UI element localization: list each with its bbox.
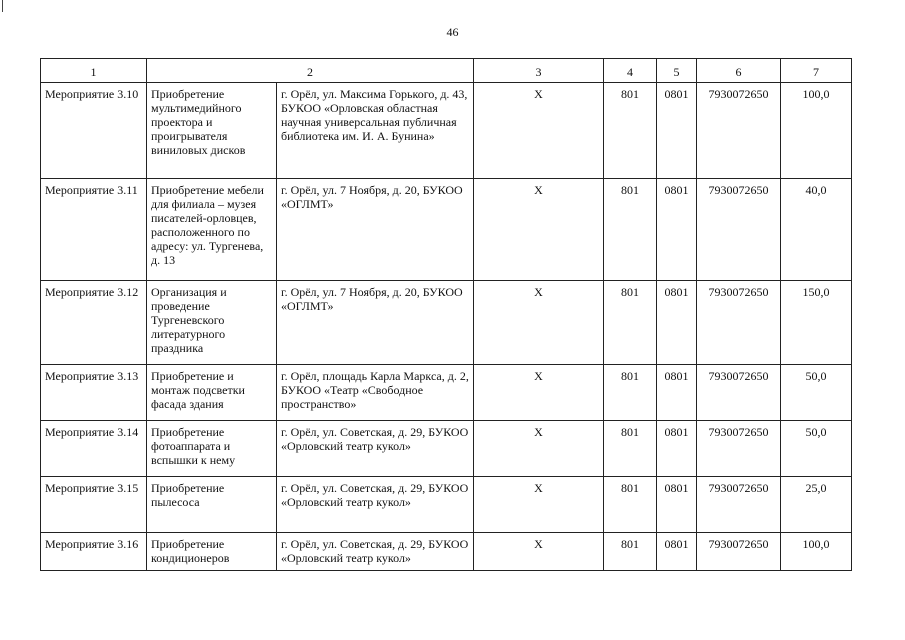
column-3-cell: X [474, 477, 604, 533]
table-row [41, 421, 852, 477]
event-name-cell: Мероприятие 3.13 [41, 365, 147, 421]
column-5-cell: 0801 [657, 179, 697, 281]
amount-cell: 50,0 [781, 365, 852, 421]
header-cell-2: 2 [147, 59, 474, 83]
column-6-cell: 7930072650 [697, 533, 781, 571]
header-cell-7: 7 [781, 59, 852, 83]
description-cell: Приобретение мультимедийного проектора и проигрывателя виниловых дисков [147, 83, 277, 179]
description-cell: Приобретение мебели для филиала – музея писателей-орловцев, расположенного по адресу: ул. Тургенева, д. 13 [147, 179, 277, 281]
table-row [41, 281, 852, 365]
column-3-cell: X [474, 179, 604, 281]
table-header-row [41, 59, 852, 83]
event-name-cell: Мероприятие 3.14 [41, 421, 147, 477]
description-cell: Приобретение фотоаппарата и вспышки к нему [147, 421, 277, 477]
header-cell-4: 4 [604, 59, 657, 83]
header-cell-5: 5 [657, 59, 697, 83]
address-cell: г. Орёл, ул. Советская, д. 29, БУКОО «Орловский театр кукол» [277, 533, 474, 571]
table-row [41, 477, 852, 533]
amount-cell: 25,0 [781, 477, 852, 533]
column-4-cell: 801 [604, 83, 657, 179]
column-3-cell: X [474, 533, 604, 571]
event-name-cell: Мероприятие 3.15 [41, 477, 147, 533]
header-cell-6: 6 [697, 59, 781, 83]
event-name-cell: Мероприятие 3.11 [41, 179, 147, 281]
page-number: 46 [446, 25, 459, 39]
event-name-cell: Мероприятие 3.12 [41, 281, 147, 365]
column-3-cell: X [474, 365, 604, 421]
column-3-cell: X [474, 83, 604, 179]
table-row [41, 83, 852, 179]
header-cell-3: 3 [474, 59, 604, 83]
description-cell: Организация и проведение Тургеневского литературного праздника [147, 281, 277, 365]
column-6-cell: 7930072650 [697, 179, 781, 281]
column-5-cell: 0801 [657, 365, 697, 421]
table-row [41, 179, 852, 281]
table-row [41, 533, 852, 571]
column-4-cell: 801 [604, 533, 657, 571]
page-edge-mark [2, 0, 3, 12]
address-cell: г. Орёл, ул. Советская, д. 29, БУКОО «Орловский театр кукол» [277, 477, 474, 533]
column-5-cell: 0801 [657, 421, 697, 477]
address-cell: г. Орёл, ул. 7 Ноября, д. 20, БУКОО «ОГЛМТ» [277, 179, 474, 281]
column-4-cell: 801 [604, 477, 657, 533]
column-4-cell: 801 [604, 179, 657, 281]
address-cell: г. Орёл, ул. 7 Ноября, д. 20, БУКОО «ОГЛМТ» [277, 281, 474, 365]
column-4-cell: 801 [604, 281, 657, 365]
column-3-cell: X [474, 421, 604, 477]
event-name-cell: Мероприятие 3.16 [41, 533, 147, 571]
column-6-cell: 7930072650 [697, 421, 781, 477]
address-cell: г. Орёл, ул. Советская, д. 29, БУКОО «Орловский театр кукол» [277, 421, 474, 477]
amount-cell: 50,0 [781, 421, 852, 477]
column-6-cell: 7930072650 [697, 83, 781, 179]
column-5-cell: 0801 [657, 83, 697, 179]
column-5-cell: 0801 [657, 477, 697, 533]
column-4-cell: 801 [604, 365, 657, 421]
address-cell: г. Орёл, площадь Карла Маркса, д. 2, БУКОО «Театр «Свободное пространство» [277, 365, 474, 421]
column-5-cell: 0801 [657, 533, 697, 571]
description-cell: Приобретение пылесоса [147, 477, 277, 533]
table-row [41, 365, 852, 421]
description-cell: Приобретение кондиционеров [147, 533, 277, 571]
amount-cell: 40,0 [781, 179, 852, 281]
amount-cell: 150,0 [781, 281, 852, 365]
description-cell: Приобретение и монтаж подсветки фасада здания [147, 365, 277, 421]
header-cell-1: 1 [41, 59, 147, 83]
column-6-cell: 7930072650 [697, 477, 781, 533]
address-cell: г. Орёл, ул. Максима Горького, д. 43, БУКОО «Орловская областная научная универсальная публичная библиотека им. И. А. Бунина» [277, 83, 474, 179]
column-6-cell: 7930072650 [697, 281, 781, 365]
amount-cell: 100,0 [781, 533, 852, 571]
column-3-cell: X [474, 281, 604, 365]
events-table [40, 58, 852, 571]
column-6-cell: 7930072650 [697, 365, 781, 421]
column-5-cell: 0801 [657, 281, 697, 365]
amount-cell: 100,0 [781, 83, 852, 179]
event-name-cell: Мероприятие 3.10 [41, 83, 147, 179]
column-4-cell: 801 [604, 421, 657, 477]
